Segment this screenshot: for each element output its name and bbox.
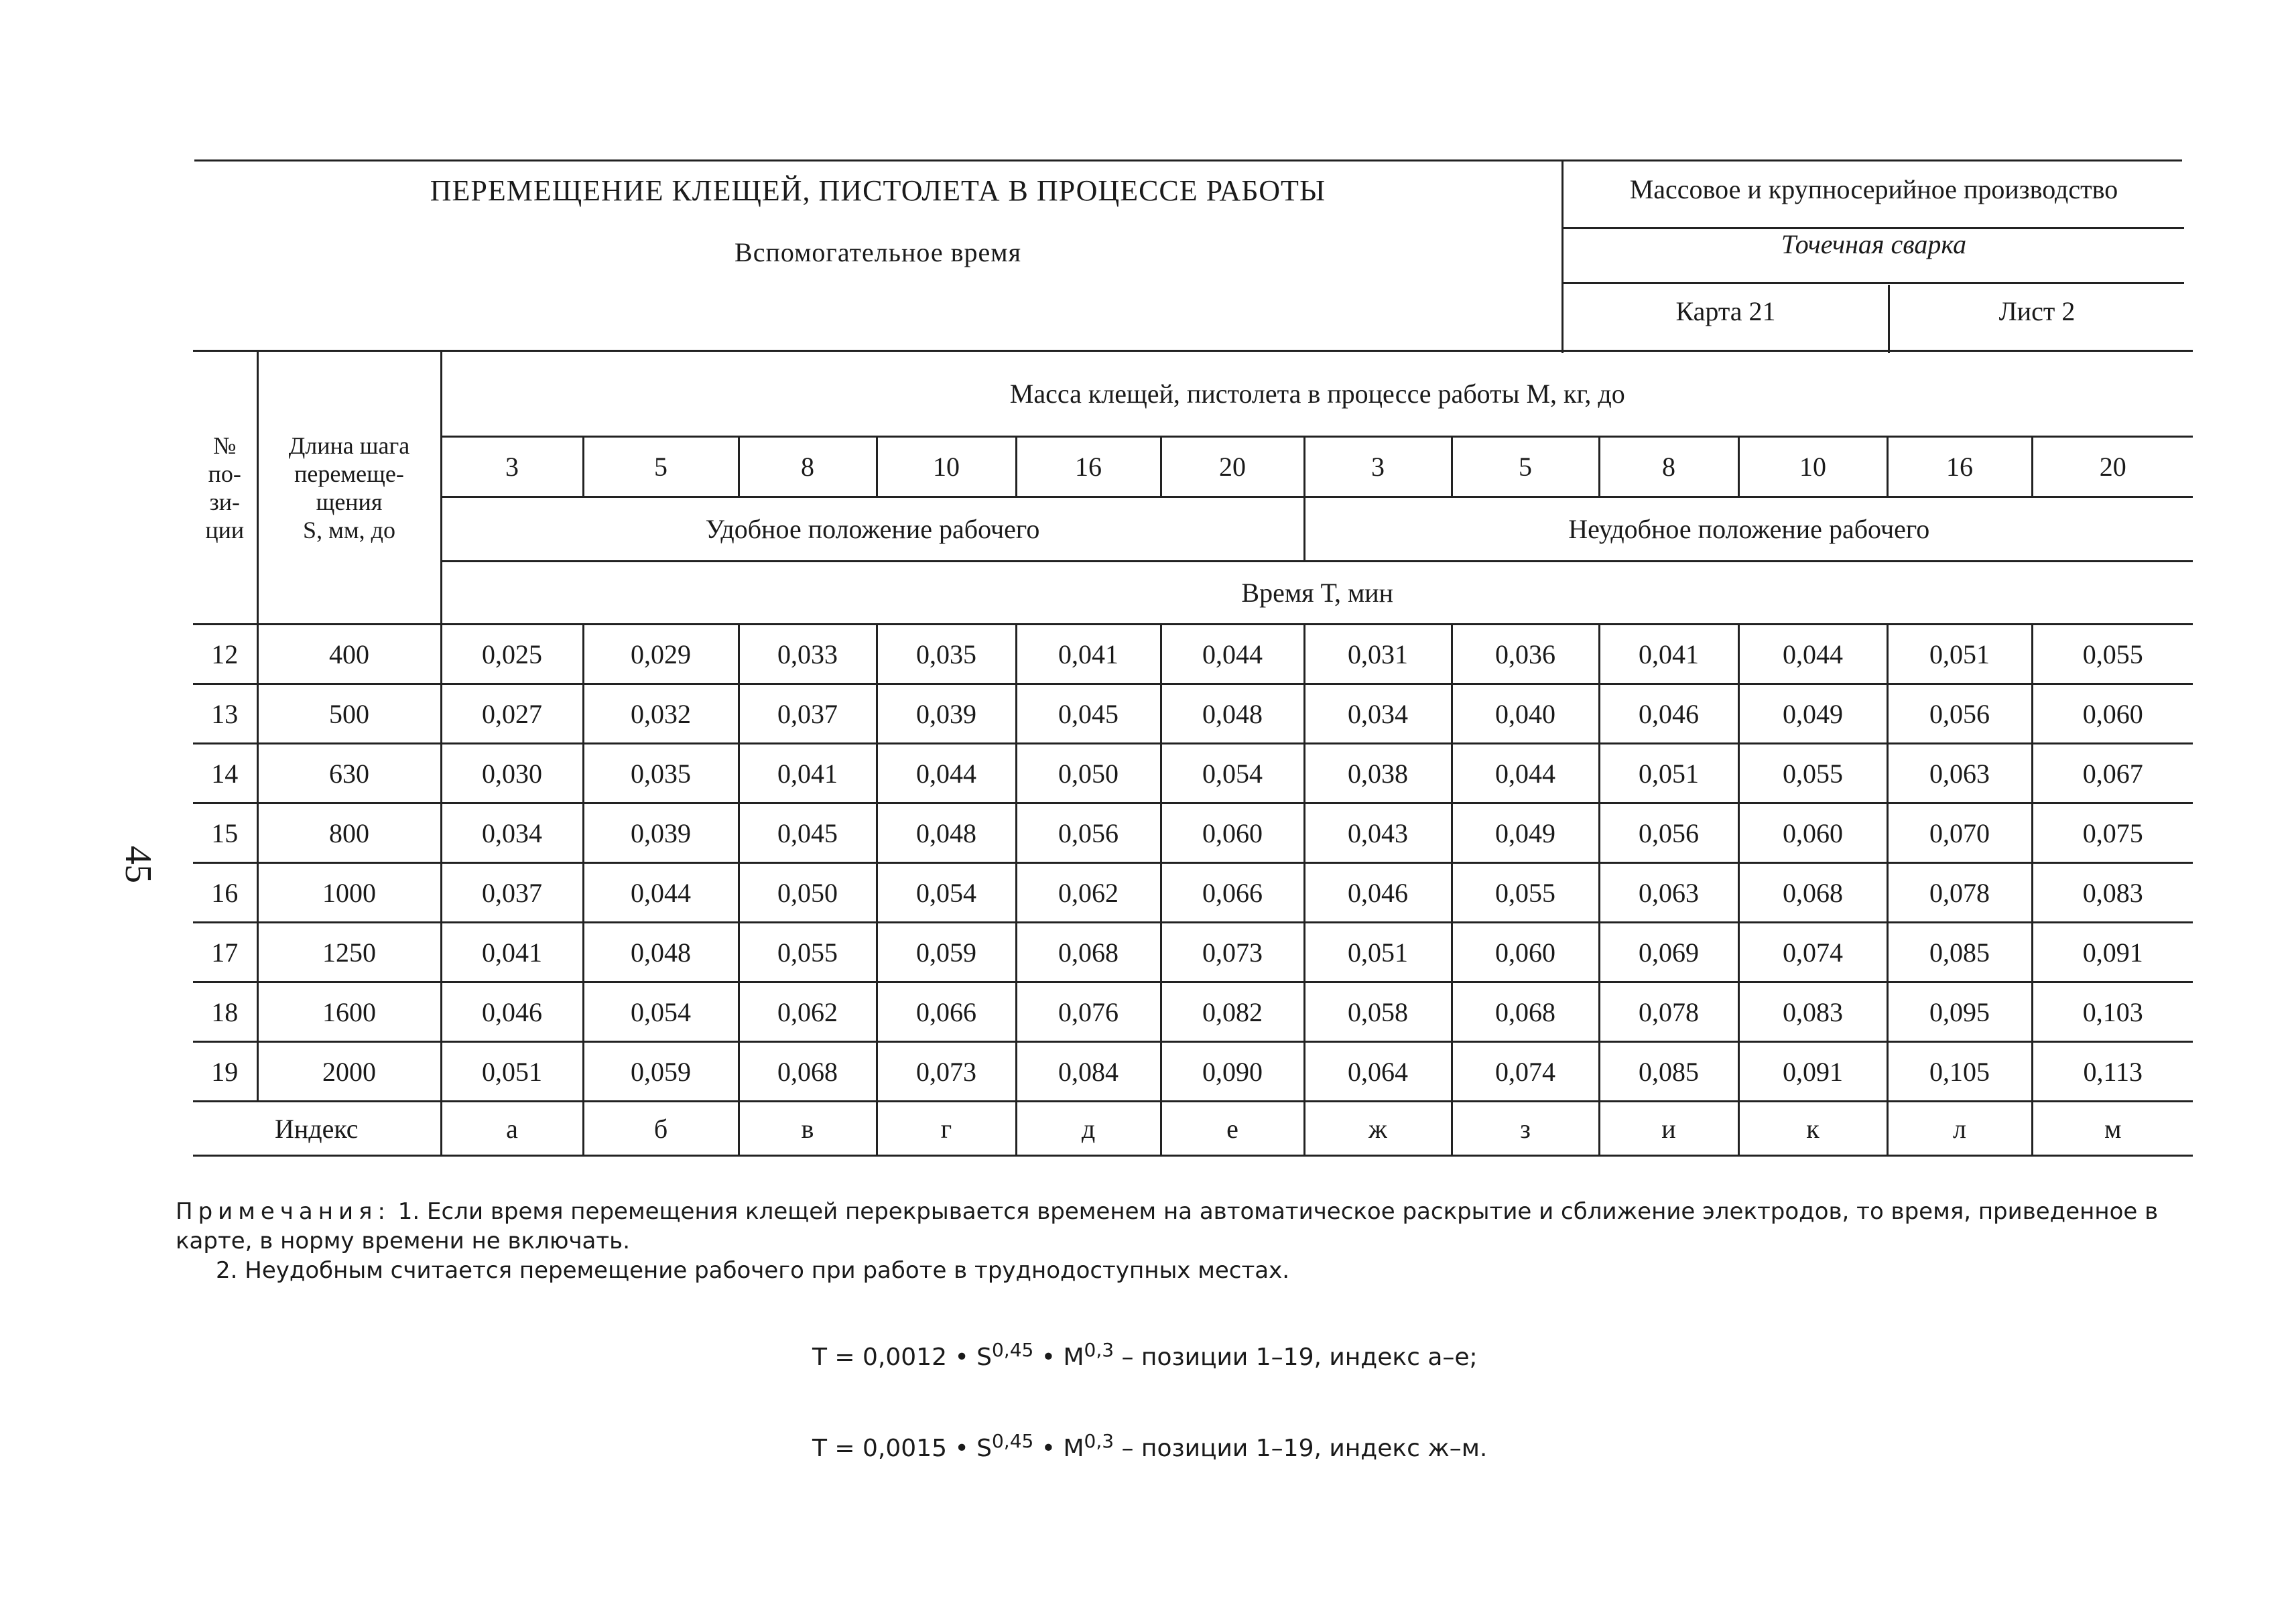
table-row <box>193 803 2193 863</box>
time-value-cell: 0,103 <box>2032 982 2193 1042</box>
time-value-cell: 0,051 <box>441 1042 583 1102</box>
sheet-number: Лист 2 <box>1998 296 2076 326</box>
time-value-cell: 0,056 <box>1599 803 1738 863</box>
mass-cell: 16 <box>1016 437 1161 497</box>
note-1-text: 1. Если время перемещения клещей перекрывается временем на автоматическое раскрытие и сближение электродов, то время, приведенное в карте, в норму времени не включать. <box>176 1198 2159 1254</box>
time-value-cell: 0,063 <box>1887 744 2032 803</box>
formula-1: Т = 0,0012 • S$^{0,45}$ • М$^{0,3}$ – позиции 1–19, индекс а–е; <box>812 1339 1478 1371</box>
time-value-cell: 0,091 <box>2032 923 2193 982</box>
mass-cell: 10 <box>877 437 1016 497</box>
time-value-cell: 0,038 <box>1304 744 1452 803</box>
mass-header: Масса клещей, пистолета в процессе работы М, кг, до <box>441 351 2193 437</box>
production-type: Массовое и крупносерийное производство <box>1564 174 2184 229</box>
index-cell: б <box>583 1102 739 1156</box>
table-row <box>193 982 2193 1042</box>
time-value-cell: 0,046 <box>1304 863 1452 923</box>
time-value-cell: 0,044 <box>1161 625 1304 684</box>
time-value-cell: 0,091 <box>1738 1042 1887 1102</box>
document-subtitle: Вспомогательное время <box>735 237 1021 267</box>
time-value-cell: 0,045 <box>1016 684 1161 744</box>
time-value-cell: 0,054 <box>877 863 1016 923</box>
step-length-cell: 1000 <box>257 863 441 923</box>
time-value-cell: 0,031 <box>1304 625 1452 684</box>
time-value-cell: 0,054 <box>583 982 739 1042</box>
time-value-cell: 0,041 <box>1016 625 1161 684</box>
time-value-cell: 0,037 <box>739 684 877 744</box>
note-1 <box>176 1197 2183 1256</box>
time-value-cell: 0,078 <box>1887 863 2032 923</box>
time-value-cell: 0,076 <box>1016 982 1161 1042</box>
step-length-cell: 2000 <box>257 1042 441 1102</box>
time-value-cell: 0,039 <box>583 803 739 863</box>
mass-cell: 5 <box>1452 437 1599 497</box>
mass-cell: 20 <box>1161 437 1304 497</box>
time-value-cell: 0,049 <box>1738 684 1887 744</box>
col-step-length-header: Длина шага перемеще- щения S, мм, до <box>257 351 441 625</box>
process-type: Точечная сварка <box>1564 229 2184 284</box>
time-value-cell: 0,058 <box>1304 982 1452 1042</box>
time-value-cell: 0,025 <box>441 625 583 684</box>
time-value-cell: 0,044 <box>877 744 1016 803</box>
position-cell: 16 <box>193 863 257 923</box>
index-cell: л <box>1887 1102 2032 1156</box>
time-value-cell: 0,060 <box>1452 923 1599 982</box>
document-header <box>194 159 2182 353</box>
time-value-cell: 0,066 <box>877 982 1016 1042</box>
time-value-cell: 0,070 <box>1887 803 2032 863</box>
time-value-cell: 0,073 <box>877 1042 1016 1102</box>
step-length-cell: 1600 <box>257 982 441 1042</box>
time-header: Время Т, мин <box>441 562 2193 625</box>
time-value-cell: 0,054 <box>1161 744 1304 803</box>
time-value-cell: 0,082 <box>1161 982 1304 1042</box>
mass-cell: 3 <box>441 437 583 497</box>
time-value-cell: 0,062 <box>739 982 877 1042</box>
notes <box>176 1197 2183 1285</box>
time-value-cell: 0,105 <box>1887 1042 2032 1102</box>
index-cell: з <box>1452 1102 1599 1156</box>
position-cell: 19 <box>193 1042 257 1102</box>
time-value-cell: 0,050 <box>1016 744 1161 803</box>
table-body <box>193 625 2193 1102</box>
time-value-cell: 0,090 <box>1161 1042 1304 1102</box>
table-row <box>193 684 2193 744</box>
header-info-block <box>1561 161 2184 353</box>
time-value-cell: 0,049 <box>1452 803 1599 863</box>
time-norms-table <box>193 350 2193 1157</box>
time-value-cell: 0,084 <box>1016 1042 1161 1102</box>
time-value-cell: 0,046 <box>1599 684 1738 744</box>
table-row <box>193 744 2193 803</box>
document-title: ПЕРЕМЕЩЕНИЕ КЛЕЩЕЙ, ПИСТОЛЕТА В ПРОЦЕССЕ РАБОТЫ <box>430 174 1326 207</box>
time-value-cell: 0,078 <box>1599 982 1738 1042</box>
time-value-cell: 0,044 <box>583 863 739 923</box>
mass-cell: 8 <box>1599 437 1738 497</box>
index-cell: ж <box>1304 1102 1452 1156</box>
time-value-cell: 0,043 <box>1304 803 1452 863</box>
step-length-cell: 800 <box>257 803 441 863</box>
page-number: 45 <box>117 846 159 883</box>
time-value-cell: 0,073 <box>1161 923 1304 982</box>
time-value-cell: 0,060 <box>1738 803 1887 863</box>
time-value-cell: 0,048 <box>1161 684 1304 744</box>
time-value-cell: 0,037 <box>441 863 583 923</box>
mass-cell: 20 <box>2032 437 2193 497</box>
table-row <box>193 923 2193 982</box>
time-value-cell: 0,048 <box>583 923 739 982</box>
formula-2: Т = 0,0015 • S$^{0,45}$ • М$^{0,3}$ – позиции 1–19, индекс ж–м. <box>812 1430 1488 1462</box>
time-value-cell: 0,035 <box>877 625 1016 684</box>
time-value-cell: 0,113 <box>2032 1042 2193 1102</box>
time-value-cell: 0,036 <box>1452 625 1599 684</box>
time-value-cell: 0,056 <box>1887 684 2032 744</box>
time-value-cell: 0,055 <box>1452 863 1599 923</box>
time-value-cell: 0,083 <box>1738 982 1887 1042</box>
time-value-cell: 0,051 <box>1887 625 2032 684</box>
time-value-cell: 0,069 <box>1599 923 1738 982</box>
time-value-cell: 0,044 <box>1738 625 1887 684</box>
time-value-cell: 0,051 <box>1304 923 1452 982</box>
step-length-cell: 500 <box>257 684 441 744</box>
index-cell: в <box>739 1102 877 1156</box>
time-value-cell: 0,048 <box>877 803 1016 863</box>
time-value-cell: 0,034 <box>1304 684 1452 744</box>
time-value-cell: 0,095 <box>1887 982 2032 1042</box>
header-title-block <box>194 161 1561 353</box>
step-length-cell: 1250 <box>257 923 441 982</box>
index-cell: е <box>1161 1102 1304 1156</box>
index-cell: г <box>877 1102 1016 1156</box>
note-2: 2. Неудобным считается перемещение рабочего при работе в труднодоступных местах. <box>216 1257 1290 1284</box>
mass-cell: 8 <box>739 437 877 497</box>
index-cell: а <box>441 1102 583 1156</box>
time-value-cell: 0,056 <box>1016 803 1161 863</box>
index-cell: и <box>1599 1102 1738 1156</box>
step-length-cell: 400 <box>257 625 441 684</box>
mass-values-row <box>193 437 2193 497</box>
time-value-cell: 0,068 <box>1452 982 1599 1042</box>
time-value-cell: 0,050 <box>739 863 877 923</box>
time-value-cell: 0,027 <box>441 684 583 744</box>
index-cell: м <box>2032 1102 2193 1156</box>
position-cell: 14 <box>193 744 257 803</box>
col-position-header: № по- зи- ции <box>193 351 257 625</box>
index-cell: д <box>1016 1102 1161 1156</box>
time-value-cell: 0,066 <box>1161 863 1304 923</box>
time-value-cell: 0,055 <box>739 923 877 982</box>
index-row <box>193 1102 2193 1156</box>
mass-cell: 10 <box>1738 437 1887 497</box>
position-cell: 12 <box>193 625 257 684</box>
time-value-cell: 0,041 <box>1599 625 1738 684</box>
uncomfortable-position-header: Неудобное положение рабочего <box>1304 497 2193 562</box>
time-value-cell: 0,075 <box>2032 803 2193 863</box>
mass-cell: 5 <box>583 437 739 497</box>
time-value-cell: 0,068 <box>1738 863 1887 923</box>
table-row <box>193 1042 2193 1102</box>
time-value-cell: 0,034 <box>441 803 583 863</box>
time-value-cell: 0,033 <box>739 625 877 684</box>
time-value-cell: 0,041 <box>739 744 877 803</box>
time-value-cell: 0,046 <box>441 982 583 1042</box>
time-value-cell: 0,029 <box>583 625 739 684</box>
time-value-cell: 0,067 <box>2032 744 2193 803</box>
time-value-cell: 0,044 <box>1452 744 1599 803</box>
time-value-cell: 0,063 <box>1599 863 1738 923</box>
time-value-cell: 0,074 <box>1452 1042 1599 1102</box>
card-sheet-row <box>1564 285 2184 353</box>
time-value-cell: 0,045 <box>739 803 877 863</box>
time-value-cell: 0,059 <box>877 923 1016 982</box>
time-value-cell: 0,062 <box>1016 863 1161 923</box>
comfortable-position-header: Удобное положение рабочего <box>441 497 1304 562</box>
position-cell: 13 <box>193 684 257 744</box>
time-value-cell: 0,085 <box>1887 923 2032 982</box>
time-value-cell: 0,032 <box>583 684 739 744</box>
time-value-cell: 0,085 <box>1599 1042 1738 1102</box>
position-cell: 18 <box>193 982 257 1042</box>
position-cell: 17 <box>193 923 257 982</box>
time-value-cell: 0,074 <box>1738 923 1887 982</box>
time-value-cell: 0,055 <box>2032 625 2193 684</box>
index-label: Индекс <box>193 1102 441 1156</box>
notes-label: Примечания: <box>176 1198 391 1225</box>
mass-cell: 3 <box>1304 437 1452 497</box>
time-value-cell: 0,051 <box>1599 744 1738 803</box>
time-value-cell: 0,055 <box>1738 744 1887 803</box>
time-value-cell: 0,060 <box>2032 684 2193 744</box>
time-value-cell: 0,040 <box>1452 684 1599 744</box>
time-value-cell: 0,068 <box>1016 923 1161 982</box>
card-number: Карта 21 <box>1564 285 1890 353</box>
time-value-cell: 0,030 <box>441 744 583 803</box>
table-row <box>193 625 2193 684</box>
time-value-cell: 0,039 <box>877 684 1016 744</box>
mass-cell: 16 <box>1887 437 2032 497</box>
time-value-cell: 0,035 <box>583 744 739 803</box>
time-value-cell: 0,083 <box>2032 863 2193 923</box>
table-row <box>193 863 2193 923</box>
position-cell: 15 <box>193 803 257 863</box>
time-value-cell: 0,060 <box>1161 803 1304 863</box>
time-value-cell: 0,059 <box>583 1042 739 1102</box>
step-length-cell: 630 <box>257 744 441 803</box>
index-cell: к <box>1738 1102 1887 1156</box>
time-value-cell: 0,041 <box>441 923 583 982</box>
time-value-cell: 0,064 <box>1304 1042 1452 1102</box>
time-value-cell: 0,068 <box>739 1042 877 1102</box>
